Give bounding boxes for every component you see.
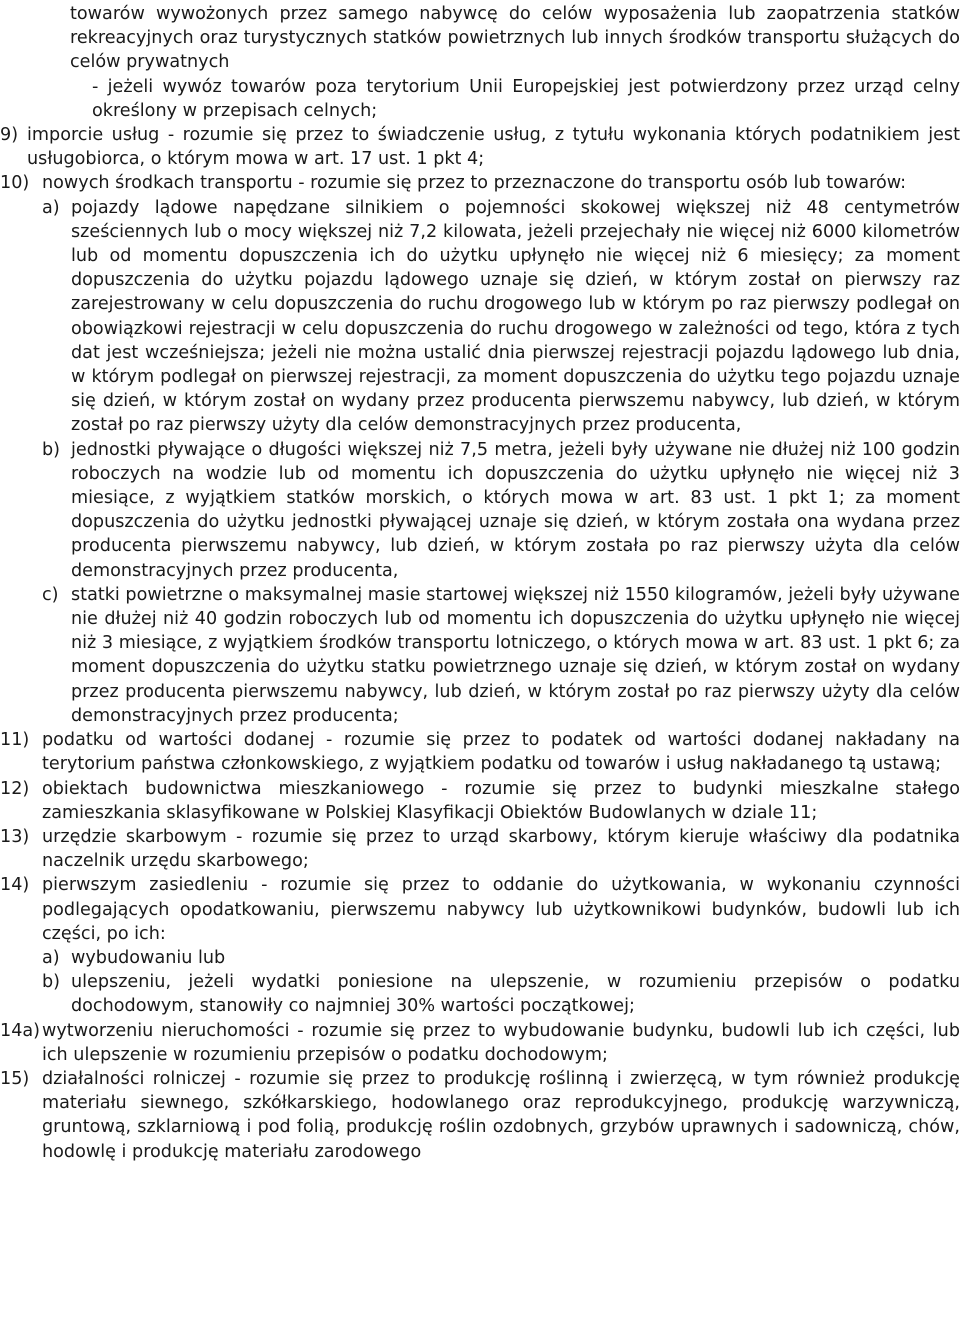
definition-item-14a bbox=[0, 1019, 960, 1067]
sub-item-text: jednostki pływające o długości większej niż 7,5 metra, jeżeli były używane nie dłużej niż 100 godzin roboczych na wodzie lub od momentu ich dopuszczenia do użytku upłynęło nie więcej niż 3 miesiące, z wyjątkiem statków morskich, o których mowa w art. 83 ust. 1 pkt 1; za moment dopuszczenia do użytku jednostki pływającej uznaje się dzień, w którym została ona wydana przez producenta pierwszemu nabywcy, lub dzień, w którym została po raz pierwszy użyta dla celów demonstracyjnych przez producenta, bbox=[71, 439, 960, 581]
definition-item-14 bbox=[0, 873, 960, 1018]
sub-item-14b-letter bbox=[42, 970, 960, 1018]
item-number: 10) bbox=[0, 173, 30, 194]
item-number: 12) bbox=[0, 778, 30, 799]
sub-item-text: wybudowaniu lub bbox=[71, 947, 226, 968]
sub-item-10a bbox=[42, 196, 960, 438]
item-number: 14) bbox=[0, 875, 30, 896]
item-text: podatku od wartości dodanej - rozumie się przez to podatek od wartości dodanej nakładany na terytorium państwa członkowskiego, z wyjątkiem podatku od towarów i usług nakładanego tą ustawą; bbox=[42, 730, 960, 775]
continuation-text: towarów wywożonych przez samego nabywcę do celów wyposażenia lub zaopatrzenia statków rekreacyjnych oraz turystycznych statków powietrznych lub innych środków transportu służących do celów prywatnych bbox=[70, 4, 960, 73]
definition-item-9 bbox=[0, 123, 960, 171]
sub-item-10c bbox=[42, 583, 960, 728]
item-text: pierwszym zasiedleniu - rozumie się przez to oddanie do użytkowania, w wykonaniu czynności podlegających opodatkowaniu, pierwszemu nabywcy lub użytkownikowi budynków, budowli lub ich części, po ich: bbox=[42, 875, 960, 944]
item-text: urzędzie skarbowym - rozumie się przez to urząd skarbowy, którym kieruje właściwy dla podatnika naczelnik urzędu skarbowego; bbox=[42, 826, 960, 872]
document-page bbox=[0, 2, 960, 1164]
item-text: wytworzeniu nieruchomości - rozumie się przez to wybudowanie budynku, budowli lub ich części, lub ich ulepszenie w rozumieniu przepisów o podatku dochodowym; bbox=[42, 1020, 960, 1065]
item-number: 14a) bbox=[0, 1020, 41, 1041]
item-text: imporcie usług - rozumie się przez to świadczenie usług, z tytułu wykonania których podatnikiem jest usługobiorca, o którym mowa w art. 17 ust. 1 pkt 4; bbox=[27, 125, 960, 170]
item-text: nowych środkach transportu - rozumie się przez to przeznaczone do transportu osób lub towarów: bbox=[42, 173, 907, 194]
definition-item-12 bbox=[0, 777, 960, 825]
sub-item-letter: a) bbox=[42, 947, 60, 968]
sub-item-letter: a) bbox=[42, 197, 60, 218]
item-text: obiektach budownictwa mieszkaniowego - rozumie się przez to budynki mieszkalne stałego zamieszkania sklasyfikowane w Polskiej Klasyfikacji Obiektów Budowlanych w dziale 11; bbox=[42, 778, 960, 823]
item-number: 13) bbox=[0, 826, 30, 847]
definition-item-10 bbox=[0, 171, 960, 195]
sub-item-text: ulepszeniu, jeżeli wydatki poniesione na ulepszenie, w rozumieniu przepisów o podatku dochodowym, stanowiły co najmniej 30% wartości początkowej; bbox=[71, 972, 960, 1017]
sub-item-14a-letter bbox=[42, 946, 960, 970]
sub-item-letter: c) bbox=[42, 584, 59, 605]
item-number: 9) bbox=[0, 125, 19, 146]
sub-item-10b bbox=[42, 438, 960, 583]
sub-item-text: pojazdy lądowe napędzane silnikiem o pojemności skokowej większej niż 48 centymetrów sześciennych lub o mocy większej niż 7,2 kilowata, jeżeli przejechały nie więcej niż 6000 kilometrów lub od momentu dopuszczenia ich do użytku upłynęło nie więcej niż 6 miesięcy; za moment dopuszczenia do użytku pojazdu lądowego uznaje się dzień, w którym został on pierwszy raz zarejestrowany w celu dopuszczenia do ruchu drogowego lub w którym po raz pierwszy podlegał on obowiązkowi rejestracji w celu dopuszczenia do ruchu drogowego w zależności od tego, która z tych dat jest wcześniejsza; jeżeli nie można ustalić dnia pierwszej rejestracji pojazdu lądowego lub dnia, w którym podlegał on pierwszej rejestracji, za moment dopuszczenia do użytku tego pojazdu uznaje się dzień, w którym został on wydany przez producenta pierwszemu nabywcy, lub dzień, w którym został po raz pierwszy użyty dla celów demonstracyjnych przez producenta, bbox=[71, 197, 960, 436]
dash-clause: - jeżeli wywóz towarów poza terytorium Unii Europejskiej jest potwierdzony przez urząd celny określony w przepisach celnych; bbox=[92, 76, 960, 121]
item-number: 15) bbox=[0, 1068, 30, 1089]
definition-item-11 bbox=[0, 728, 960, 776]
item-body bbox=[42, 873, 960, 1018]
item-number: 11) bbox=[0, 730, 30, 751]
item-text: działalności rolniczej - rozumie się przez to produkcję roślinną i zwierzęcą, w tym również produkcję materiału siewnego, szkółkarskiego, hodowlanego oraz reprodukcyjnego, produkcję warzywniczą, gruntową, szklarniową i pod folią, produkcję roślin ozdobnych, grzybów uprawnych i sadowniczą, chów, hodowlę i produkcję materiału zarodowego bbox=[42, 1068, 960, 1162]
sub-item-letter: b) bbox=[42, 972, 61, 993]
item-body bbox=[42, 171, 960, 195]
definition-item-15 bbox=[0, 1067, 960, 1164]
sub-item-letter: b) bbox=[42, 439, 61, 460]
sub-item-text: statki powietrzne o maksymalnej masie startowej większej niż 1550 kilogramów, jeżeli były używane nie dłużej niż 40 godzin roboczych lub od momentu ich dopuszczenia do użytku upłynęło nie więcej niż 3 miesiące, z wyjątkiem środków transportu lotniczego, o których mowa w art. 83 ust. 1 pkt 6; za moment dopuszczenia do użytku statku powietrznego uznaje się dzień, w którym został on wydany przez producenta pierwszemu nabywcy, lub dzień, w którym został po raz pierwszy użyty dla celów demonstracyjnych przez producenta; bbox=[71, 584, 960, 726]
definition-item-13 bbox=[0, 825, 960, 873]
